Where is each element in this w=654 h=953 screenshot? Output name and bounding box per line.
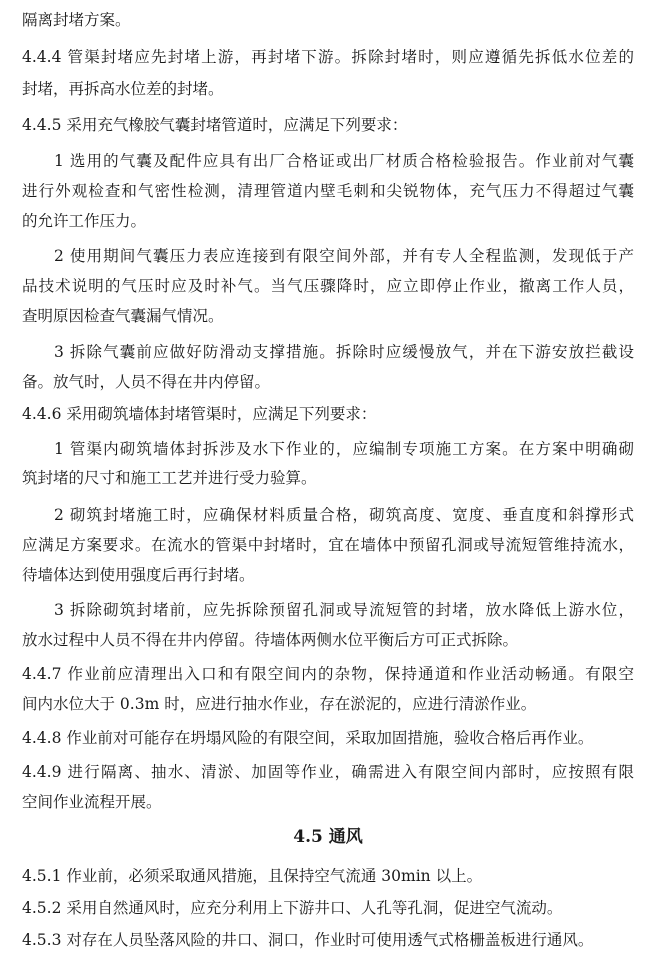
clause-4-4-9-line-2: 空间作业流程开展。 <box>22 793 162 811</box>
section-heading-4-5: 4.5 通风 <box>293 827 363 847</box>
clause-4-4-6-item-2-line-3: 待墙体达到使用强度后再行封堵。 <box>22 566 255 584</box>
clause-4-4-5-item-1-line-1: 1 选用的气囊及配件应具有出厂合格证或出厂材质合格检验报告。作业前对气囊 <box>54 152 634 170</box>
clause-4-5-3-line-1: 4.5.3 对存在人员坠落风险的井口、洞口，作业时可使用透气式格栅盖板进行通风。 <box>22 931 594 949</box>
clause-4-4-5-item-1-line-3: 的允许工作压力。 <box>22 212 147 230</box>
clause-4-4-4-line-1: 4.4.4 管渠封堵应先封堵上游，再封堵下游。拆除封堵时，则应遵循先拆低水位差的 <box>22 48 634 66</box>
text-line: 隔离封堵方案。 <box>22 11 131 29</box>
clause-4-4-4-line-2: 封堵，再拆高水位差的封堵。 <box>22 80 224 98</box>
clause-4-4-7-line-1: 4.4.7 作业前应清理出入口和有限空间内的杂物，保持通道和作业活动畅通。有限空 <box>22 665 634 683</box>
clause-4-4-5-line-1: 4.4.5 采用充气橡胶气囊封堵管道时，应满足下列要求： <box>22 116 408 134</box>
clause-4-4-5-item-1-line-2: 进行外观检查和气密性检测，清理管道内壁毛刺和尖锐物体，充气压力不得超过气囊 <box>22 182 634 200</box>
clause-4-4-5-item-2-line-2: 品技术说明的气压时应及时补气。当气压骤降时，应立即停止作业，撤离工作人员， <box>22 277 634 295</box>
clause-4-4-5-item-3-line-1: 3 拆除气囊前应做好防滑动支撑措施。拆除时应缓慢放气，并在下游安放拦截设 <box>54 343 634 361</box>
clause-4-4-9-line-1: 4.4.9 进行隔离、抽水、清淤、加固等作业，确需进入有限空间内部时，应按照有限 <box>22 763 634 781</box>
clause-4-4-8-line-1: 4.4.8 作业前对可能存在坍塌风险的有限空间，采取加固措施，验收合格后再作业。 <box>22 729 594 747</box>
clause-4-4-6-item-1-line-1: 1 管渠内砌筑墙体封拆涉及水下作业的，应编制专项施工方案。在方案中明确砌 <box>54 440 634 458</box>
clause-4-5-1-line-1: 4.5.1 作业前，必须采取通风措施，且保持空气流通 30min 以上。 <box>22 867 483 885</box>
clause-4-4-6-item-1-line-2: 筑封堵的尺寸和施工工艺并进行受力验算。 <box>22 469 317 487</box>
clause-4-4-6-item-3-line-2: 放水过程中人员不得在井内停留。待墙体两侧水位平衡后方可正式拆除。 <box>22 631 519 649</box>
clause-4-4-6-line-1: 4.4.6 采用砌筑墙体封堵管渠时，应满足下列要求： <box>22 405 377 423</box>
clause-4-4-5-item-2-line-1: 2 使用期间气囊压力表应连接到有限空间外部，并有专人全程监测，发现低于产 <box>54 247 634 265</box>
clause-4-4-7-line-2: 间内水位大于 0.3m 时，应进行抽水作业，存在淤泥的，应进行清淤作业。 <box>22 695 537 713</box>
clause-4-4-6-item-3-line-1: 3 拆除砌筑封堵前，应先拆除预留孔洞或导流短管的封堵，放水降低上游水位， <box>54 601 634 619</box>
clause-4-4-6-item-2-line-2: 应满足方案要求。在流水的管渠中封堵时，宜在墙体中预留孔洞或导流短管维持流水， <box>22 536 634 554</box>
clause-4-4-6-item-2-line-1: 2 砌筑封堵施工时，应确保材料质量合格，砌筑高度、宽度、垂直度和斜撑形式 <box>54 506 634 524</box>
clause-4-5-2-line-1: 4.5.2 采用自然通风时，应充分利用上下游井口、人孔等孔洞，促进空气流动。 <box>22 899 563 917</box>
clause-4-4-5-item-3-line-2: 备。放气时，人员不得在井内停留。 <box>22 373 271 391</box>
clause-4-4-5-item-2-line-3: 查明原因检查气囊漏气情况。 <box>22 307 224 325</box>
